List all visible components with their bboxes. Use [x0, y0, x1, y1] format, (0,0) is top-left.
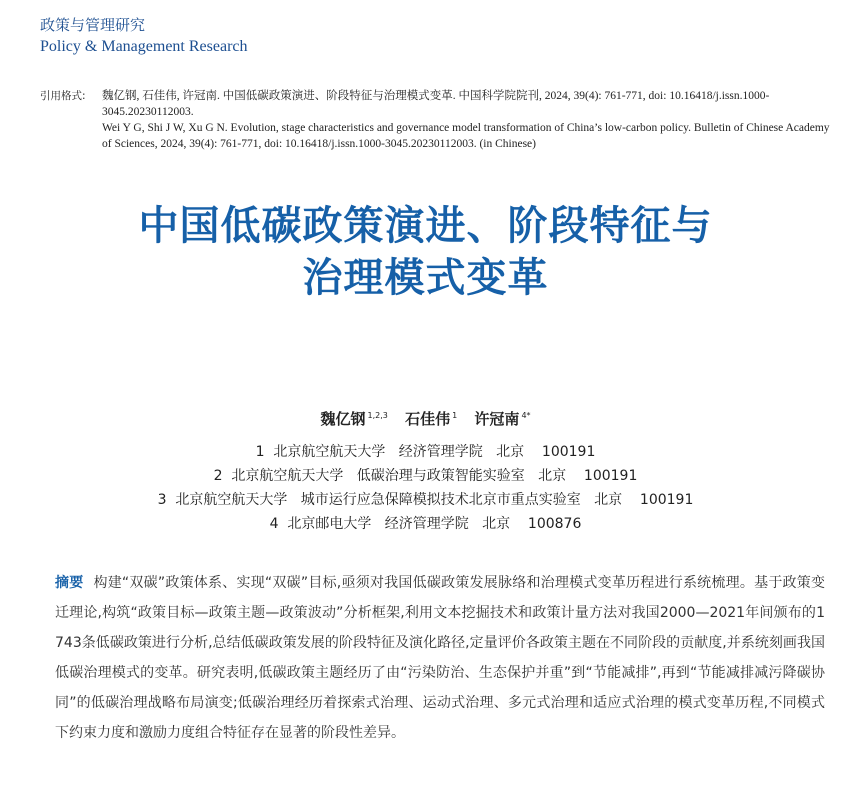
- author-affiliation-marker: 1: [452, 411, 458, 420]
- affiliation-list: [0, 440, 851, 536]
- paper-title-line-1: 中国低碳政策演进、阶段特征与: [138, 203, 713, 249]
- affiliation: 1 北京航空航天大学 经济管理学院 北京 100191: [255, 444, 596, 460]
- author: [474, 410, 530, 428]
- abstract: [55, 568, 825, 748]
- author-affiliation-marker: 4*: [521, 411, 531, 420]
- author: [320, 410, 387, 428]
- journal-name-en: Policy & Management Research: [40, 38, 248, 55]
- citation-label: 引用格式:: [40, 90, 86, 102]
- author-name: 石佳伟: [405, 410, 451, 428]
- author-affiliation-marker: 1,2,3: [367, 411, 388, 420]
- author-list: [0, 408, 851, 429]
- citation-block: [40, 88, 830, 152]
- citation-cn: 魏亿钢, 石佳伟, 许冠南. 中国低碳政策演进、阶段特征与治理模式变革. 中国科学院院刊, 2024, 39(4): 761-771, doi: 10.16418/j.issn.1000-3045.20230112003.: [102, 90, 770, 118]
- paper-title-line-2: 治理模式变革: [302, 255, 549, 301]
- author-name: 许冠南: [474, 410, 520, 428]
- journal-name-cn: 政策与管理研究: [40, 16, 146, 34]
- author: [405, 410, 457, 428]
- affiliation: 4 北京邮电大学 经济管理学院 北京 100876: [269, 516, 582, 532]
- paper-title: [0, 200, 851, 304]
- author-name: 魏亿钢: [320, 410, 366, 428]
- citation-en: Wei Y G, Shi J W, Xu G N. Evolution, stage characteristics and governance model transformation of China’s low-carbon policy. Bulletin of Chinese Academy of Sciences, 2024, 39(4): 761-771, doi: 10.16418/j.issn.1000-3045.20230112003. (in Chinese): [102, 122, 830, 150]
- abstract-text: 构建“双碳”政策体系、实现“双碳”目标,亟须对我国低碳政策发展脉络和治理模式变革历程进行系统梳理。基于政策变迁理论,构筑“政策目标—政策主题—政策波动”分析框架,利用文本挖掘技术和政策计量方法对我国2000—2021年间颁布的1 743条低碳政策进行分析,总结低碳政策发展的阶段特征及演化路径,定量评价各政策主题在不同阶段的贡献度,并系统刻画我国低碳治理模式的变革。研究表明,低碳政策主题经历了由“污染防治、生态保护并重”到“节能减排”,再到“节能减排减污降碳协同”的低碳治理战略布局演变;低碳治理经历着探索式治理、运动式治理、多元式治理和适应式治理的模式变革历程,不同模式下约束力度和激励力度组合特征存在显著的阶段性差异。: [55, 575, 826, 741]
- journal-header: [40, 14, 248, 58]
- abstract-label: 摘要: [55, 575, 84, 591]
- affiliation: 3 北京航空航天大学 城市运行应急保障模拟技术北京市重点实验室 北京 100191: [157, 492, 694, 508]
- affiliation: 2 北京航空航天大学 低碳治理与政策智能实验室 北京 100191: [213, 468, 638, 484]
